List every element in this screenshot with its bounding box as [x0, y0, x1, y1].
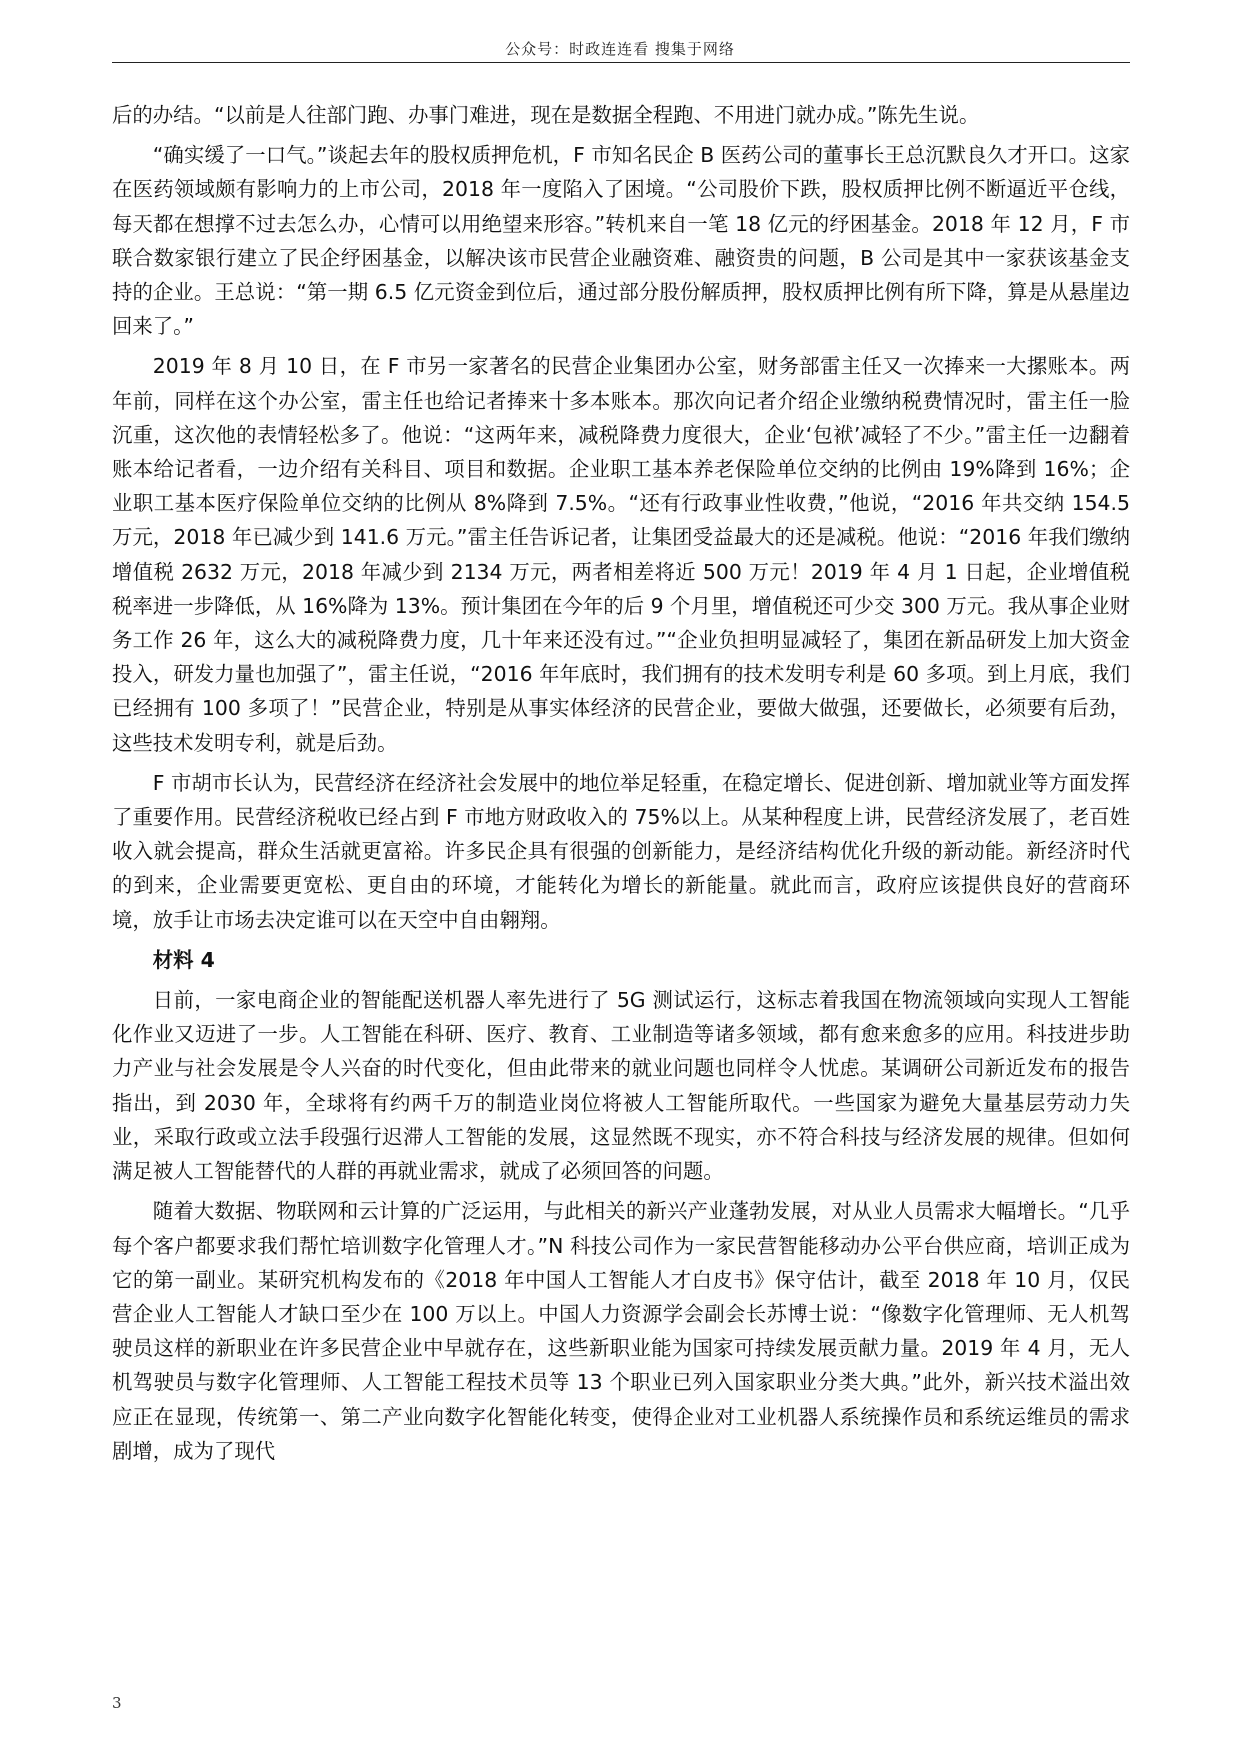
- paragraph-pledge-crisis: “确实缓了一口气。”谈起去年的股权质押危机，F 市知名民企 B 医药公司的董事长王总沉默良久才开口。这家在医药领域颇有影响力的上市公司，2018 年一度陷入了困境。“公司股价下跌，股权质押比例不断逼近平仓线，每天都在想撑不过去怎么办，心情可以用绝望来形容。”转机来自一笔 18 亿元的纾困基金。2018 年 12 月，F 市联合数家银行建立了民企纾困基金，以解决该市民营企业融资难、融资贵的问题，B 公司是其中一家获该基金支持的企业。王总说：“第一期 6.5 亿元资金到位后，通过部分股份解质押，股权质押比例有所下降，算是从悬崖边回来了。”: [112, 143, 1130, 339]
- section-heading-material-4: 材料 4: [152, 947, 215, 972]
- paragraph-continuation: 后的办结。“以前是人往部门跑、办事门难进，现在是数据全程跑、不用进门就办成。”陈先生说。: [112, 103, 980, 127]
- paragraph-mayor-view: F 市胡市长认为，民营经济在经济社会发展中的地位举足轻重，在稳定增长、促进创新、增加就业等方面发挥了重要作用。民营经济税收已经占到 F 市地方财政收入的 75%以上。从某种程度上讲，民营经济发展了，老百姓收入就会提高，群众生活就更富裕。许多民企具有很强的创新能力，是经济结构优化升级的新动能。新经济时代的到来，企业需要更宽松、更自由的环境，才能转化为增长的新能量。就此而言，政府应该提供良好的营商环境，放手让市场去决定谁可以在天空中自由翱翔。: [112, 770, 1130, 932]
- header-divider: [112, 62, 1130, 63]
- paragraph-ai-employment: 日前，一家电商企业的智能配送机器人率先进行了 5G 测试运行，这标志着我国在物流领域向实现人工智能化作业又迈进了一步。人工智能在科研、医疗、教育、工业制造等诸多领域，都有愈来愈多的应用。科技进步助力产业与社会发展是令人兴奋的时代变化，但由此带来的就业问题也同样令人忧虑。某调研公司新近发布的报告指出，到 2030 年，全球将有约两千万的制造业岗位将被人工智能所取代。一些国家为避免大量基层劳动力失业，采取行政或立法手段强行迟滞人工智能的发展，这显然既不现实，亦不符合科技与经济发展的规律。但如何满足被人工智能替代的人群的再就业需求，就成了必须回答的问题。: [112, 988, 1130, 1184]
- paragraph-new-occupations: 随着大数据、物联网和云计算的广泛运用，与此相关的新兴产业蓬勃发展，对从业人员需求大幅增长。“几乎每个客户都要求我们帮忙培训数字化管理人才。”N 科技公司作为一家民营智能移动办公平台供应商，培训正成为它的第一副业。某研究机构发布的《2018 年中国人工智能人才白皮书》保守估计，截至 2018 年 10 月，仅民营企业人工智能人才缺口至少在 100 万以上。中国人力资源学会副会长苏博士说：“像数字化管理师、无人机驾驶员这样的新职业在许多民营企业中早就存在，这些新职业能为国家可持续发展贡献力量。2019 年 4 月，无人机驾驶员与数字化管理师、人工智能工程技术员等 13 个职业已列入国家职业分类大典。”此外，新兴技术溢出效应正在显现，传统第一、第二产业向数字化智能化转变，使得企业对工业机器人系统操作员和系统运维员的需求剧增，成为了现代: [112, 1199, 1130, 1463]
- paragraph-tax-reduction: 2019 年 8 月 10 日，在 F 市另一家著名的民营企业集团办公室，财务部雷主任又一次捧来一大摞账本。两年前，同样在这个办公室，雷主任也给记者捧来十多本账本。那次向记者介绍企业缴纳税费情况时，雷主任一脸沉重，这次他的表情轻松多了。他说：“这两年来，减税降费力度很大，企业‘包袱’减轻了不少。”雷主任一边翻着账本给记者看，一边介绍有关科目、项目和数据。企业职工基本养老保险单位交纳的比例由 19%降到 16%；企业职工基本医疗保险单位交纳的比例从 8%降到 7.5%。“还有行政事业性收费，”他说，“2016 年共交纳 154.5 万元，2018 年已减少到 141.6 万元。”雷主任告诉记者，让集团受益最大的还是减税。他说：“2016 年我们缴纳增值税 2632 万元，2018 年减少到 2134 万元，两者相差将近 500 万元！2019 年 4 月 1 日起，企业增值税税率进一步降低，从 16%降为 13%。预计集团在今年的后 9 个月里，增值税还可少交 300 万元。我从事企业财务工作 26 年，这么大的减税降费力度，几十年来还没有过。”“企业负担明显减轻了，集团在新品研发上加大资金投入，研发力量也加强了”，雷主任说，“2016 年年底时，我们拥有的技术发明专利是 60 多项。到上月底，我们已经拥有 100 多项了！”民营企业，特别是从事实体经济的民营企业，要做大做强，还要做长，必须要有后劲，这些技术发明专利，就是后劲。: [112, 354, 1130, 755]
- document-body: [112, 98, 1130, 1474]
- page-number: 3: [112, 1694, 122, 1712]
- page-header: 公众号：时政连连看 搜集于网络: [505, 40, 735, 58]
